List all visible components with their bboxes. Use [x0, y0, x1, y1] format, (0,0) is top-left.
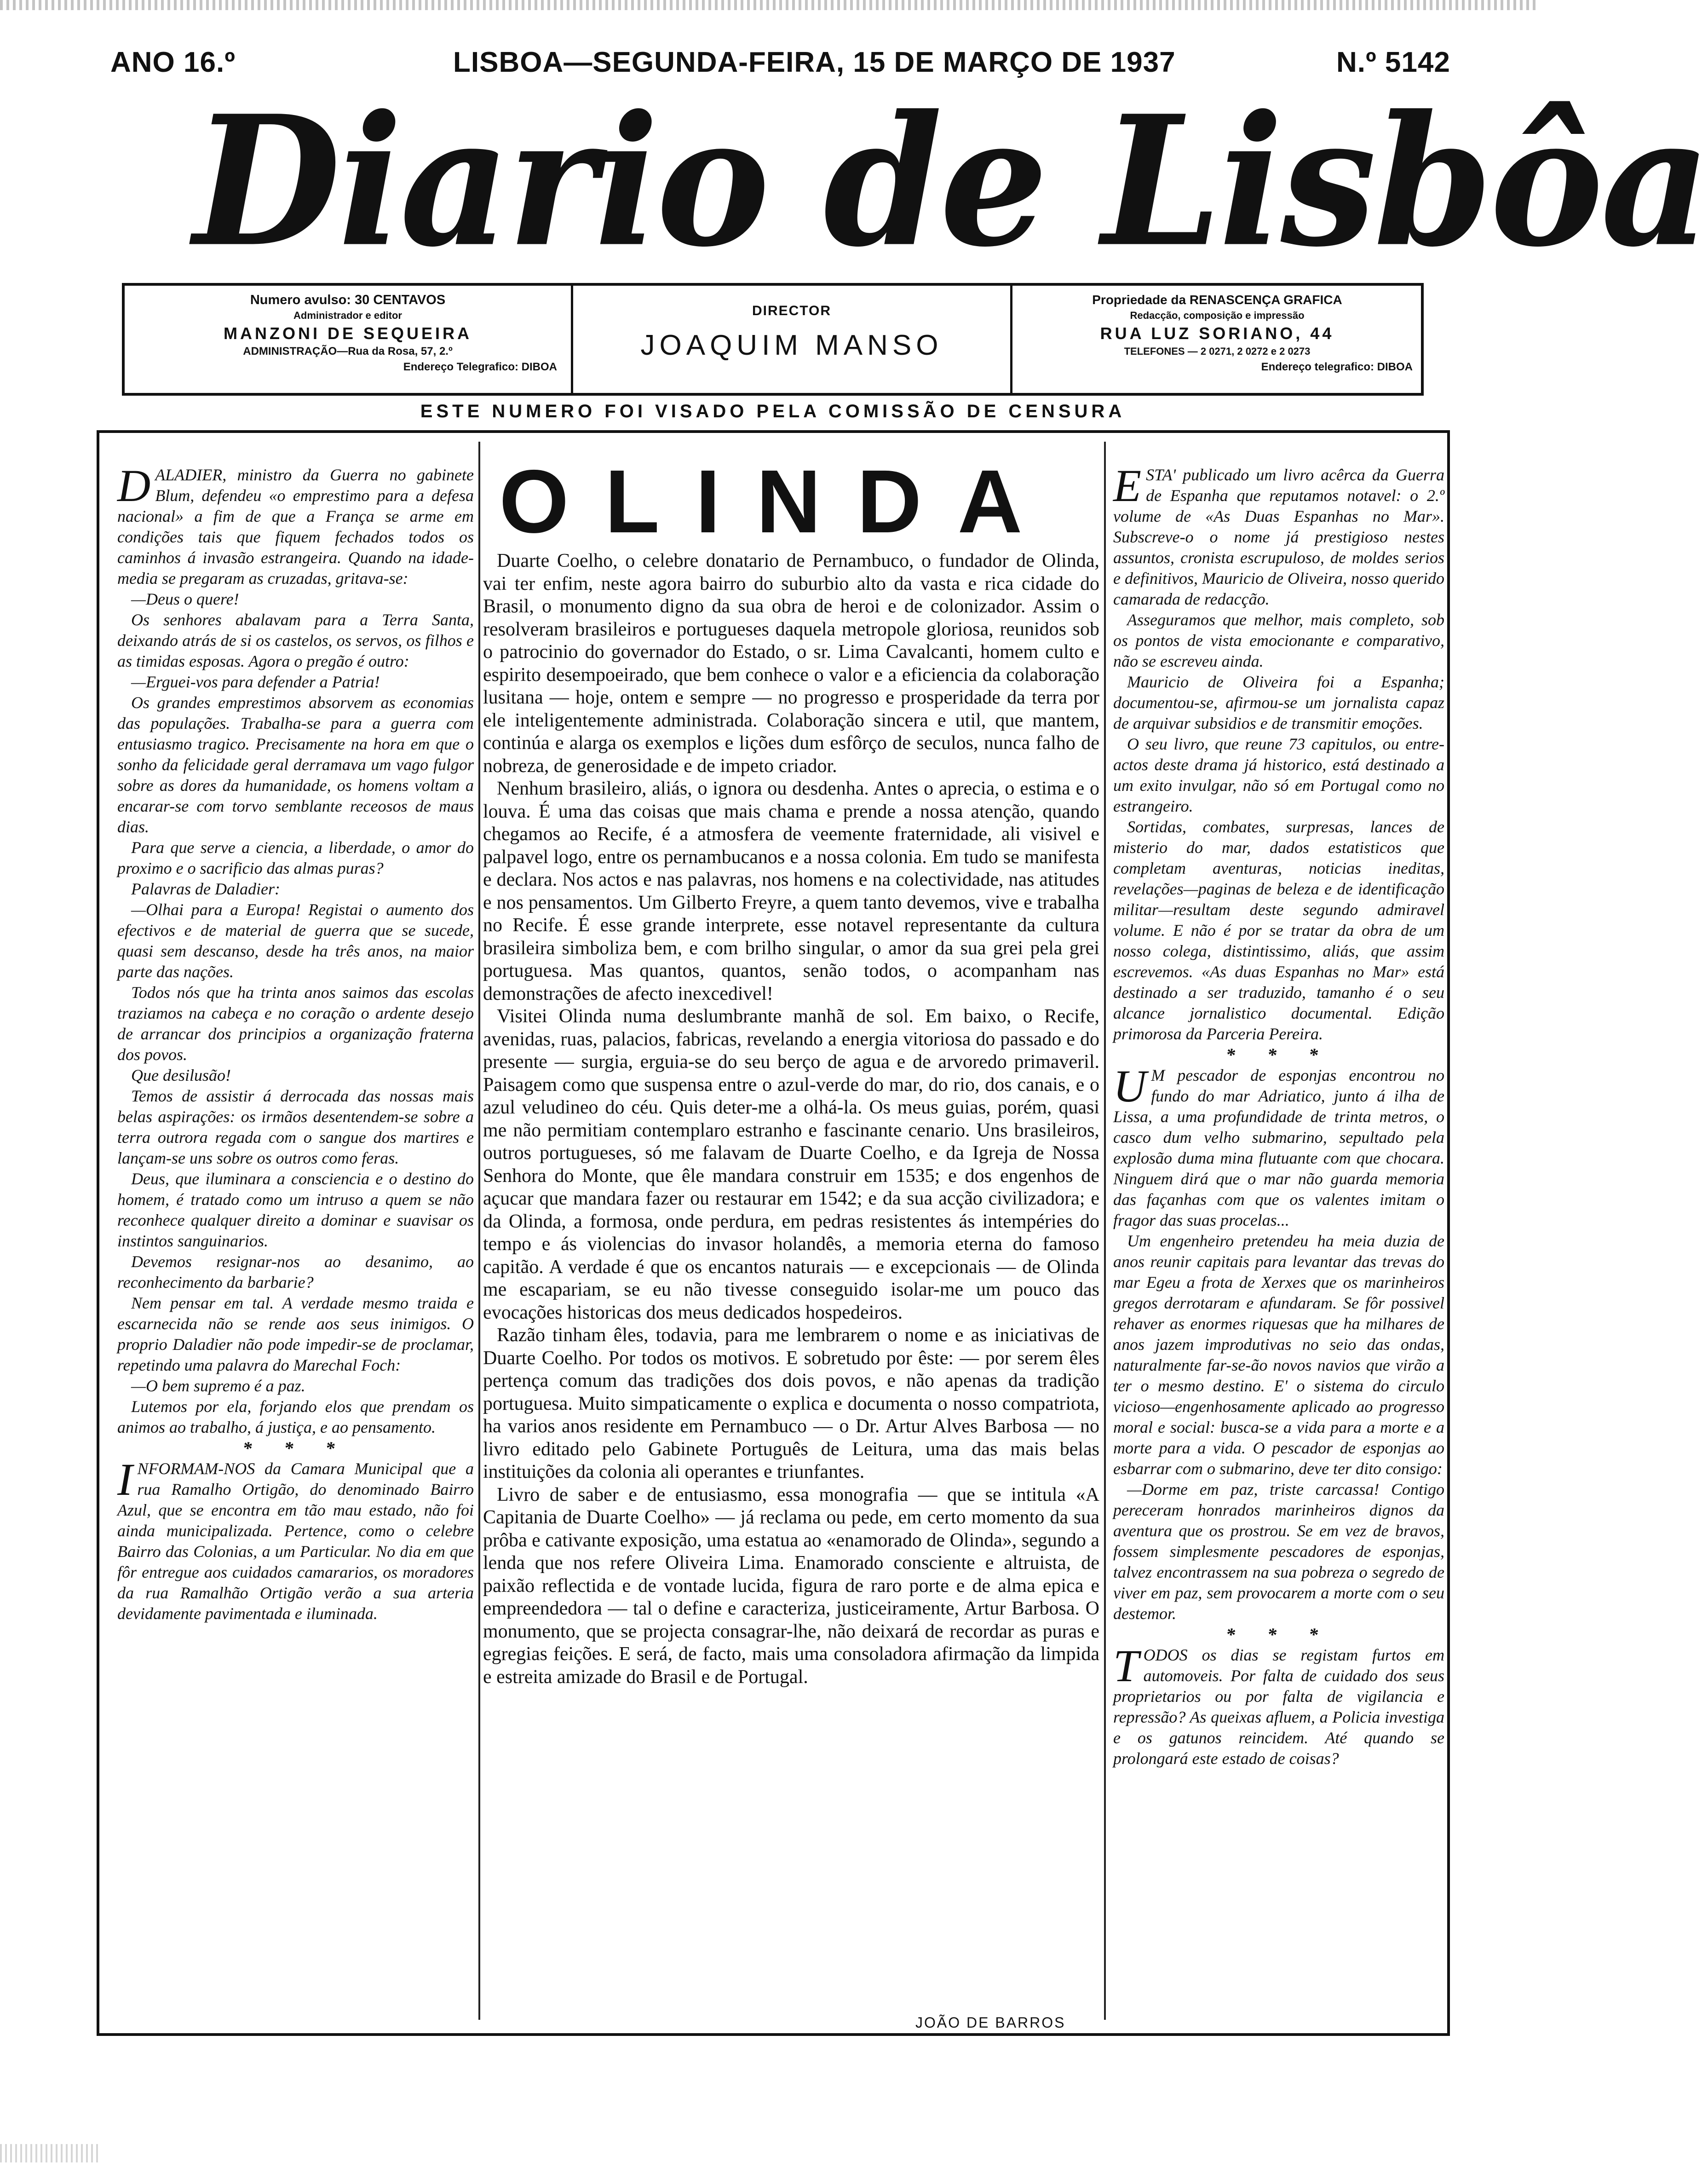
paragraph: Mauricio de Oliveira foi a Espanha; documentou-se, afirmou-se um jornalista capaz de arquivar subsidios e de transmitir emoções.: [1113, 673, 1444, 732]
paragraph: Lutemos por ela, forjando elos que prendam os animos ao trabalho, á justiça, e ao pensamento.: [117, 1397, 474, 1436]
telegraphic-address: Endereço Telegrafico: DIBOA: [403, 361, 557, 373]
paragraph: Os grandes emprestimos absorvem as economias das populações. Trabalha-se para a guerra com entusiasmo tragico. Precisamente na hora em que o sonho da felicidade geral derramava um vago fulgor sobre as dores da humanidade, os homens voltam a encarar-se com torvo semblante receosos de maus dias.: [117, 693, 474, 836]
article-signature: JOÃO DE BARROS: [915, 2014, 1066, 2031]
right-column: [1113, 460, 1444, 1769]
paragraph: —Deus o quere!: [131, 590, 239, 608]
address-line: RUA LUZ SORIANO, 44: [1100, 324, 1334, 343]
telephones-line: TELEFONES — 2 0271, 2 0272 e 2 0273: [1124, 346, 1311, 357]
paragraph: —O bem supremo é a paz.: [131, 1377, 305, 1395]
separator: * * *: [1226, 1044, 1332, 1065]
page-corner-noise: [0, 2144, 101, 2162]
info-center: [573, 286, 1012, 393]
paragraph: Nenhum brasileiro, aliás, o ignora ou desdenha. Antes o aprecia, o estima e o louva. É uma das coisas que mais chama e prende a nossa atenção, quando chegamos ao Recife, é a atmosfera de veemente fraternidade, ali visivel e palpavel logo, entre os pernambucanos e a nossa colonia. Em tudo se manifesta e declara. Nos actos e nas palavras, nos homens e na colectividade, nas atitudes e nos pensamentos. Um Gilberto Freyre, a quem tanto devemos, vive e trabalha no Recife. É esse grande interprete, esse notavel representante da cultura brasileira simboliza bem, e com brilho singular, o amor da sua grei pela grei portuguesa. Mas quantos, quantos, senão todos, o acompanham nas demonstrações de afecto inexcedivel!: [483, 778, 1099, 1004]
censorship-notice: ESTE NUMERO FOI VISADO PELA COMISSÃO DE CENSURA: [420, 401, 1126, 421]
director-label: DIRECTOR: [752, 303, 832, 318]
paragraph: Livro de saber e de entusiasmo, essa monografia — que se intitula «A Capitania de Duarte Coelho» — já reclama ou pede, em certo momento da sua prôba e cativante exposição, uma estatua ao «enamorado de Olinda», segundo a lenda que nos refere Oliveira Lima. Enamorado consciente e altruista, de paixão reflectida e de vontade lucida, figura de raro porte e de alma epica e empreendedora — tal o define e caracteriza, justiceiramente, Artur Barbosa. O monumento, que se projecta consagrar-lhe, não deixará de recordar as puras e egregias feições. E será, de facto, mais uma consoladora afirmação da limpida e estreita amizade do Brasil e de Portugal.: [483, 1484, 1100, 1688]
administrator-label: Administrador e editor: [293, 310, 402, 321]
masthead: Diario de Lisbôa: [193, 77, 1708, 287]
administration-address: ADMINISTRAÇÃO—Rua da Rosa, 57, 2.º: [243, 345, 453, 357]
editorial-line: Redacção, composição e impressão: [1130, 310, 1305, 321]
paragraph: Palavras de Daladier:: [131, 880, 280, 898]
drop-cap: E: [1113, 460, 1142, 511]
column-rule-right: [1104, 442, 1106, 2020]
director-name: JOAQUIM MANSO: [640, 329, 943, 361]
page-edge-noise: [0, 0, 1538, 10]
info-box: [122, 283, 1424, 396]
paragraph: Razão tinham êles, todavia, para me lembrarem o nome e as iniciativas de Duarte Coelho. Por todos os motivos. E sobretudo por êste: — por serem êles pertença comum das tradições dos dois povos, e não apenas da tradição portuguesa. Muito simpaticamente o explica e documenta o nosso compatriota, ha varios anos residente em Pernambuco — o Dr. Artur Alves Barbosa — no livro editado pelo Gabinete Português de Leitura, uma das mais belas instituições da colonia ali operantes e triunfantes.: [483, 1325, 1099, 1482]
drop-cap: D: [117, 460, 151, 511]
drop-cap: I: [117, 1454, 133, 1505]
dateline: LISBOA—SEGUNDA-FEIRA, 15 DE MARÇO DE 1937: [453, 46, 1176, 78]
paragraph: Que desilusão!: [131, 1066, 231, 1084]
separator: * * *: [1226, 1624, 1332, 1645]
paragraph: M pescador de esponjas encontrou no fundo do mar Adriatico, junto á ilha de Lissa, a uma profundidade de trinta metros, o casco dum velho submarino, sepultado pela explosão duma mina flutuante com que chocara. Ninguem dirá que o mar não guarda memoria das façanhas com que os valentes imitam o fragor das suas procelas...: [1113, 1066, 1444, 1229]
paragraph: Todos nós que ha trinta anos saimos das escolas traziamos na cabeça e no coração o ardente desejo de arrancar dos principios a organização fraterna dos povos.: [117, 983, 474, 1064]
paragraph: Visitei Olinda numa deslumbrante manhã de sol. Em baixo, o Recife, avenidas, ruas, palacios, fabricas, revelando a energia vitoriosa do passado e do presente — surgia, erguia-se do seu berço de agua e de arvoredo primaveril. Paisagem como que suspensa entre o azul-verde do mar, do rio, dos canais, e o azul veludineo do céu. Quis deter-me a olhá-la. Os meus guias, porém, quasi me não permitiam contemplaro estranho e fascinante cenario. Uns brasileiros, outros portugueses, só me falavam de Duarte Coelho, e da Igreja de Nossa Senhora do Monte, que êle mandara construir em 1535; e dos engenhos de açucar que mandara fazer ou restaurar em 1542; e da sua acção civilizadora; e da Olinda, a formosa, onde perdura, em pedras resistentes ás intempéries do tempo e ás violencias do invasor holandês, a memoria eterna do famoso capitão. A verdade é que os encantos naturais — e excepcionais — de Olinda me escapariam, se eu não tivesse conseguido isolar-me um pouco das evocações historicas dos meus dedicados hospedeiros.: [483, 1006, 1099, 1323]
separator: * * *: [242, 1438, 349, 1458]
article-title: OLINDA: [499, 451, 1058, 552]
year-label: ANO 16.º: [110, 46, 236, 78]
paragraph: NFORMAM-NOS da Camara Municipal que a rua Ramalho Ortigão, do denominado Bairro Azul, que se encontra em tão mau estado, não foi ainda municipalizada. Pertence, como o celebre Bairro das Colonias, a um Particular. No dia em que fôr entregue aos cuidados camararios, os moradores da rua Ramalhão Ortigão verão a sua arteria devidamente pavimentada e iluminada.: [117, 1459, 474, 1623]
info-left: [125, 286, 573, 393]
center-column: [483, 550, 1099, 1689]
paragraph: Os senhores abalavam para a Terra Santa, deixando atrás de si os castelos, os servos, os filhos e as timidas esposas. Agora o pregão é outro:: [117, 611, 474, 670]
paragraph: —Erguei-vos para defender a Patria!: [131, 673, 380, 691]
drop-cap: T: [1113, 1640, 1139, 1691]
paragraph: O seu livro, que reune 73 capitulos, ou entre-actos deste drama já historico, está destinado a um exito invulgar, não só em Portugal como no estrangeiro.: [1113, 735, 1444, 815]
ownership-line: Propriedade da RENASCENÇA GRAFICA: [1092, 293, 1342, 307]
paragraph: Um engenheiro pretendeu ha meia duzia de anos reunir capitais para levantar das trevas do mar Egeu a frota de Xerxes que os marinheiros gregos derrotaram e afundaram. Se fôr possivel rehaver as enormes riquesas que ha milhares de anos jazem improdutivas no seio das ondas, naturalmente far-se-ão novos navios que virão a ter o mesmo destino. E' o sistema do circulo vicioso—engenhosamente aplicado ao progresso moral e social: busca-se a vida para a morte e a morte para a vida. O pescador de esponjas ao esbarrar com o submarino, deve ter dito consigo:: [1113, 1232, 1444, 1478]
paragraph: Sortidas, combates, surpresas, lances de misterio do mar, dados estatisticos que completam aventuras, noticias ineditas, revelações—paginas de beleza e de identificação militar—resultam deste segundo admiravel volume. E não é por se tratar da obra de um nosso colega, distintissimo, aliás, que assim escrevemos. «As duas Espanhas no Mar» está destinado a ser traduzido, tamanho é o seu alcance jornalistico documental. Edição primorosa da Parceria Pereira.: [1113, 818, 1444, 1043]
paragraph: Duarte Coelho, o celebre donatario de Pernambuco, o fundador de Olinda, vai ter enfim, neste agora bairro do suburbio alto da vasta e rica cidade do Brasil, o monumento digno da sua obra de heroi e de colonizador. Assim o resolveram brasileiros e portugueses daquela metropole gloriosa, reunidos sob o patrocinio do governador do Estado, o sr. Lima Cavalcanti, homem culto e espirito desempoeirado, que bem conhece o valor e a eficiencia da colaboração lusitana — hoje, ontem e sempre — no progresso e prosperidade da terra por ele inteligentemente administrada. Colaboração sincera e util, que mantem, continúa e alarga os exemplos e lições dum esfôrço de seculos, nunca falho de nobreza, de generosidade e de impeto criador.: [483, 550, 1099, 777]
paragraph: STA' publicado um livro acêrca da Guerra de Espanha que reputamos notavel: o 2.º volume de «As Duas Espanhas no Mar». Subscreve-o o nome já prestigioso nestes assuntos, cronista escrupuloso, de moldes serios e definitivos, Mauricio de Oliveira, nosso querido camarada de redacção.: [1113, 466, 1444, 608]
paragraph: Para que serve a ciencia, a liberdade, o amor do proximo e o sacrificio das almas puras?: [117, 838, 474, 877]
paragraph: Nem pensar em tal. A verdade mesmo traida e escarnecida não se rende aos seus inimigos. O proprio Daladier não pode impedir-se de proclamar, repetindo uma palavra do Marechal Foch:: [117, 1294, 474, 1374]
paragraph: —Dorme em paz, triste carcassa! Contigo pereceram honrados marinheiros dignos da aventura que os prostrou. Se em vez de bravos, fossem simplesmente pescadores de esponjas, talvez encontrassem na sua pobreza o segredo de viver em paz, sem provocarem a morte com o seu destemor.: [1113, 1480, 1444, 1623]
paragraph: Temos de assistir á derrocada das nossas mais belas aspirações: os irmãos desentendem-se sobre a terra outrora regada com o sangue dos martires e lançam-se uns sobre os outros como feras.: [117, 1087, 474, 1167]
administrator-name: MANZONI DE SEQUEIRA: [223, 324, 472, 343]
telegraphic-address-right: Endereço telegrafico: DIBOA: [1261, 361, 1413, 373]
left-column: [117, 460, 474, 1624]
paragraph: ODOS os dias se registam furtos em automoveis. Por falta de cuidado dos seus proprietarios ou por falta de vigilancia e repressão? As queixas afluem, a Policia investiga e os gatunos reincidem. Até quando se prolongará este estado de coisas?: [1113, 1646, 1444, 1768]
paragraph: —Olhai para a Europa! Registai o aumento dos efectivos e de material de guerra que se sucede, quasi sem descanso, desde ha três anos, na maior parte das nações.: [117, 900, 474, 981]
price-line: Numero avulso: 30 CENTAVOS: [250, 293, 446, 307]
drop-cap: U: [1113, 1061, 1147, 1112]
paragraph: ALADIER, ministro da Guerra no gabinete Blum, defendeu «o emprestimo para a defesa nacional» a fim de que a França se arme em condições tais que fiquem fechados todos os caminhos á invasão estrangeira. Quando na idade-media se pregaram as cruzadas, gritava-se:: [117, 466, 474, 588]
issue-number: N.º 5142: [1336, 46, 1450, 78]
column-rule-left: [478, 442, 480, 2020]
paragraph: Asseguramos que melhor, mais completo, sob os pontos de vista emocionante e comparativo, não se escreveu ainda.: [1113, 611, 1444, 670]
paragraph: Devemos resignar-nos ao desanimo, ao reconhecimento da barbarie?: [117, 1252, 474, 1291]
info-right: [1012, 286, 1422, 393]
paragraph: Deus, que iluminara a consciencia e o destino do homem, é tratado como um intruso a quem se não reconhece qualquer direito a dominar e suavisar os instintos sanguinarios.: [117, 1170, 474, 1250]
